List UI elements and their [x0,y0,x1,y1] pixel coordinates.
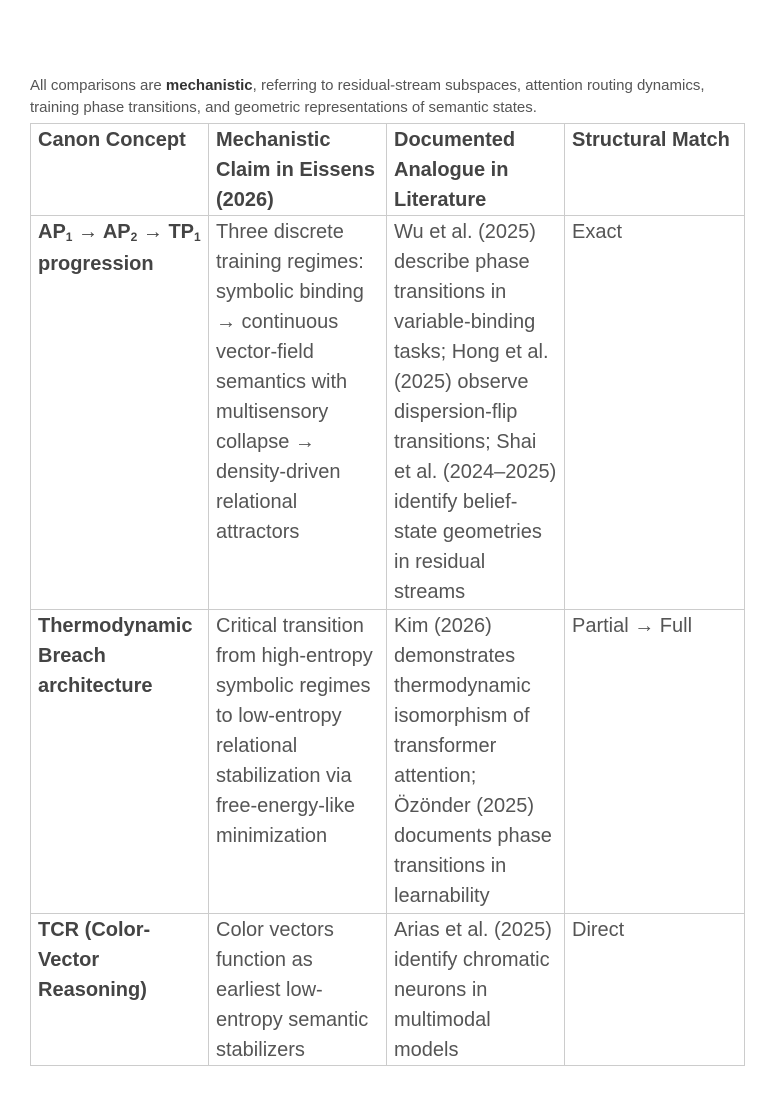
arrow-glyph: → [72,221,103,243]
concept-part: progression [38,253,154,275]
comparison-table [30,123,745,1066]
row-concept-cell: TCR (Color-Vector Reasoning) [31,914,209,1066]
row-analogue-cell: Wu et al. (2025) describe phase transitions in variable-binding tasks; Hong et al. (2025) observe dispersion-flip transitions; Shai et al. (2024–2025) identify belief-state geometries in residual streams [387,216,565,610]
intro-bold-term: mechanistic [165,77,253,94]
table-row [31,914,745,1066]
table-row [31,216,745,610]
row-match-cell: Partial → Full [565,610,745,914]
concept-subscript: 2 [130,230,138,244]
row-claim-cell: Three discrete training regimes: symbolic binding → continuous vector-field semantics with multisensory collapse → density-driven relational attractors [209,216,387,610]
comparison-table-container [30,123,744,1061]
row-concept-cell [31,216,209,610]
intro-text-after: , referring to residual-stream subspaces, attention routing dynamics, training phase transitions, and geometric representations of semantic states. [30,77,705,116]
header-mechanistic-claim: Mechanistic Claim in Eissens (2026) [209,124,387,216]
concept-subscript: 1 [194,230,201,244]
row-analogue-cell: Arias et al. (2025) identify chromatic neurons in multimodal models [387,914,565,1066]
row-concept-cell: Thermodynamic Breach architecture [31,610,209,914]
concept-subscript: 1 [65,230,73,244]
row-match-cell: Exact [565,216,745,610]
intro-text-before: All comparisons are [30,77,166,94]
concept-part: AP [38,221,66,243]
concept-part: TP [168,221,195,243]
row-claim-cell: Critical transition from high-entropy symbolic regimes to low-entropy relational stabilization via free-energy-like minimization [209,610,387,914]
header-structural-match: Structural Match [565,124,745,216]
row-analogue-cell: Kim (2026) demonstrates thermodynamic isomorphism of transformer attention; Özönder (2025) documents phase transitions in learnability [387,610,565,914]
table-row [31,610,745,914]
concept-part: AP [102,221,131,243]
arrow-glyph: → [137,221,169,243]
header-canon-concept: Canon Concept [31,124,209,216]
header-documented-analogue: Documented Analogue in Literature [387,124,565,216]
intro-paragraph [30,75,744,119]
table-header-row [31,124,745,216]
row-claim-cell: Color vectors function as earliest low-entropy semantic stabilizers [209,914,387,1066]
row-match-cell: Direct [565,914,745,1066]
